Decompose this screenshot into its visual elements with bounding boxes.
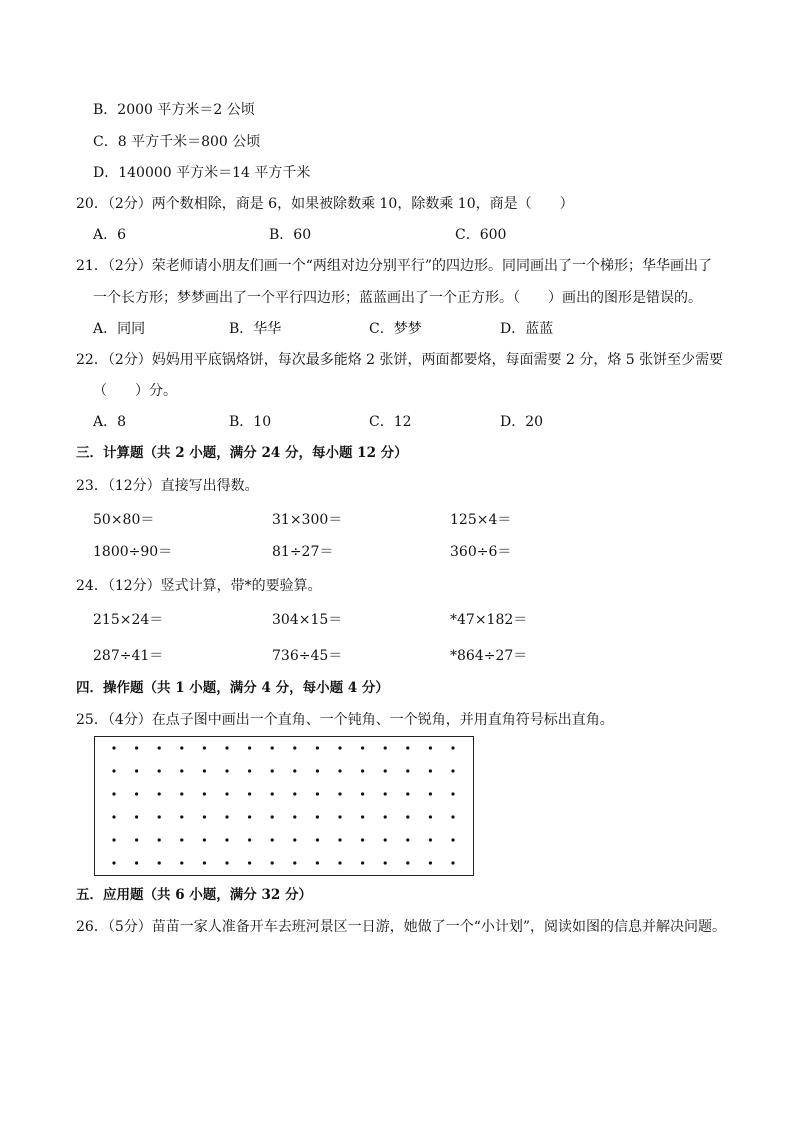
grid-dot[interactable]	[225, 769, 228, 772]
grid-dot[interactable]	[158, 838, 161, 841]
grid-dot[interactable]	[203, 792, 206, 795]
grid-dot[interactable]	[112, 746, 115, 749]
grid-dot[interactable]	[135, 815, 138, 818]
q26-stem: 26．（5分）苗苗一家人准备开车去班河景区一日游，她做了一个“小计划”，阅读如图的信息并解决问题。	[76, 919, 727, 935]
grid-dot[interactable]	[451, 792, 454, 795]
grid-dot[interactable]	[158, 861, 161, 864]
q25-stem: 25．（4分）在点子图中画出一个直角、一个钝角、一个锐角，并用直角符号标出直角。	[76, 712, 614, 728]
q24-item: *47×182＝	[450, 612, 528, 628]
grid-dot[interactable]	[316, 792, 319, 795]
section-3-heading: 三．计算题（共 2 小题，满分 24 分，每小题 12 分）	[76, 445, 408, 461]
q21-option-d: D．蓝蓝	[500, 321, 554, 337]
q23-item: 1800÷90＝	[93, 544, 173, 560]
q21-stem-line2: 一个长方形；梦梦画出了一个平行四边形；蓝蓝画出了一个正方形。（ ）画出的图形是错误的。	[93, 290, 702, 306]
grid-dot[interactable]	[361, 815, 364, 818]
q24-item: 304×15＝	[272, 612, 343, 628]
grid-dot[interactable]	[384, 746, 387, 749]
grid-dot[interactable]	[271, 815, 274, 818]
grid-dot[interactable]	[293, 769, 296, 772]
grid-dot[interactable]	[203, 746, 206, 749]
q23-item: 81÷27＝	[272, 544, 334, 560]
grid-dot[interactable]	[406, 861, 409, 864]
grid-dot[interactable]	[316, 861, 319, 864]
grid-dot[interactable]	[316, 746, 319, 749]
grid-dot[interactable]	[384, 792, 387, 795]
grid-dot[interactable]	[316, 769, 319, 772]
grid-dot[interactable]	[180, 815, 183, 818]
q21-stem-line1: 21．（2分）荣老师请小朋友们画一个“两组对边分别平行”的四边形。同同画出了一个梯形；华华画出了	[76, 258, 713, 274]
grid-dot[interactable]	[361, 838, 364, 841]
grid-dot[interactable]	[225, 815, 228, 818]
q22-stem-line2: （ ）分。	[93, 383, 177, 399]
grid-dot[interactable]	[112, 838, 115, 841]
grid-dot[interactable]	[361, 792, 364, 795]
grid-dot[interactable]	[406, 769, 409, 772]
q24-item: 287÷41＝	[93, 648, 164, 664]
grid-dot[interactable]	[225, 838, 228, 841]
q22-option-c: C．12	[369, 414, 412, 430]
q19-option-c: C．8 平方千米＝800 公顷	[93, 134, 261, 150]
grid-dot[interactable]	[338, 815, 341, 818]
q23-item: 50×80＝	[93, 512, 155, 528]
grid-dot[interactable]	[451, 861, 454, 864]
grid-dot[interactable]	[293, 838, 296, 841]
section-4-heading: 四．操作题（共 1 小题，满分 4 分，每小题 4 分）	[76, 680, 389, 696]
grid-dot[interactable]	[338, 769, 341, 772]
grid-dot[interactable]	[429, 815, 432, 818]
grid-dot[interactable]	[248, 861, 251, 864]
q22-stem-line1: 22．（2分）妈妈用平底锅烙饼，每次最多能烙 2 张饼，两面都要烙，每面需要 2 分，烙 5 张饼至少需要	[76, 352, 724, 368]
grid-dot[interactable]	[248, 838, 251, 841]
grid-dot[interactable]	[271, 838, 274, 841]
grid-dot[interactable]	[429, 792, 432, 795]
grid-dot[interactable]	[293, 861, 296, 864]
grid-dot[interactable]	[203, 769, 206, 772]
grid-dot[interactable]	[429, 838, 432, 841]
grid-dot[interactable]	[271, 792, 274, 795]
grid-dot[interactable]	[316, 815, 319, 818]
grid-dot[interactable]	[406, 838, 409, 841]
q22-option-a: A．8	[93, 414, 127, 430]
grid-dot[interactable]	[135, 769, 138, 772]
grid-dot[interactable]	[180, 838, 183, 841]
grid-dot[interactable]	[158, 792, 161, 795]
grid-dot[interactable]	[451, 838, 454, 841]
grid-dot[interactable]	[361, 769, 364, 772]
q23-item: 125×4＝	[450, 512, 512, 528]
grid-dot[interactable]	[384, 769, 387, 772]
grid-dot[interactable]	[406, 815, 409, 818]
grid-dot[interactable]	[158, 769, 161, 772]
grid-dot[interactable]	[271, 861, 274, 864]
grid-dot[interactable]	[384, 838, 387, 841]
grid-dot[interactable]	[135, 746, 138, 749]
grid-dot[interactable]	[158, 815, 161, 818]
grid-dot[interactable]	[451, 746, 454, 749]
grid-dot[interactable]	[135, 861, 138, 864]
grid-dot[interactable]	[271, 746, 274, 749]
dot-grid[interactable]	[94, 736, 474, 876]
q24-item: 736÷45＝	[272, 648, 343, 664]
grid-dot[interactable]	[451, 769, 454, 772]
grid-dot[interactable]	[135, 792, 138, 795]
grid-dot[interactable]	[429, 861, 432, 864]
grid-dot[interactable]	[338, 792, 341, 795]
q21-option-c: C．梦梦	[369, 321, 422, 337]
grid-dot[interactable]	[271, 769, 274, 772]
q21-option-b: B．华华	[229, 321, 282, 337]
grid-dot[interactable]	[361, 861, 364, 864]
grid-dot[interactable]	[361, 746, 364, 749]
grid-dot[interactable]	[203, 838, 206, 841]
grid-dot[interactable]	[293, 815, 296, 818]
grid-dot[interactable]	[180, 861, 183, 864]
q19-option-d: D．140000 平方米＝14 平方千米	[93, 165, 311, 181]
grid-dot[interactable]	[338, 746, 341, 749]
grid-dot[interactable]	[248, 769, 251, 772]
q24-item: 215×24＝	[93, 612, 164, 628]
grid-dot[interactable]	[293, 746, 296, 749]
grid-dot[interactable]	[112, 861, 115, 864]
q20-option-b: B．60	[269, 227, 312, 243]
grid-dot[interactable]	[429, 769, 432, 772]
grid-dot[interactable]	[225, 746, 228, 749]
q21-option-a: A．同同	[93, 321, 146, 337]
grid-dot[interactable]	[225, 792, 228, 795]
grid-dot[interactable]	[384, 815, 387, 818]
grid-dot[interactable]	[135, 838, 138, 841]
grid-dot[interactable]	[203, 861, 206, 864]
grid-dot[interactable]	[248, 792, 251, 795]
grid-dot[interactable]	[384, 861, 387, 864]
q23-item: 31×300＝	[272, 512, 343, 528]
q24-item: *864÷27＝	[450, 648, 528, 664]
grid-dot[interactable]	[406, 746, 409, 749]
grid-dot[interactable]	[158, 746, 161, 749]
grid-dot[interactable]	[180, 746, 183, 749]
q20-stem: 20．（2分）两个数相除，商是 6，如果被除数乘 10，除数乘 10，商是（ ）	[76, 196, 574, 212]
grid-dot[interactable]	[293, 792, 296, 795]
grid-dot[interactable]	[203, 815, 206, 818]
grid-dot[interactable]	[112, 815, 115, 818]
q20-option-a: A．6	[93, 227, 127, 243]
q22-option-b: B．10	[229, 414, 272, 430]
grid-dot[interactable]	[180, 792, 183, 795]
grid-dot[interactable]	[112, 792, 115, 795]
q20-option-c: C．600	[455, 227, 507, 243]
grid-dot[interactable]	[248, 815, 251, 818]
dot-grid-canvas[interactable]	[95, 737, 473, 875]
q23-item: 360÷6＝	[450, 544, 512, 560]
q19-option-b: B．2000 平方米＝2 公顷	[93, 102, 255, 118]
grid-dot[interactable]	[338, 838, 341, 841]
grid-dot[interactable]	[451, 815, 454, 818]
q23-stem: 23．（12分）直接写出得数。	[76, 478, 259, 494]
grid-dot[interactable]	[112, 769, 115, 772]
grid-dot[interactable]	[406, 792, 409, 795]
grid-dot[interactable]	[180, 769, 183, 772]
grid-dot[interactable]	[248, 746, 251, 749]
grid-dot[interactable]	[429, 746, 432, 749]
section-5-heading: 五．应用题（共 6 小题，满分 32 分）	[76, 887, 312, 903]
grid-dot[interactable]	[225, 861, 228, 864]
grid-dot[interactable]	[316, 838, 319, 841]
grid-dot[interactable]	[338, 861, 341, 864]
q22-option-d: D．20	[500, 414, 544, 430]
q24-stem: 24．（12分）竖式计算，带*的要验算。	[76, 578, 322, 594]
